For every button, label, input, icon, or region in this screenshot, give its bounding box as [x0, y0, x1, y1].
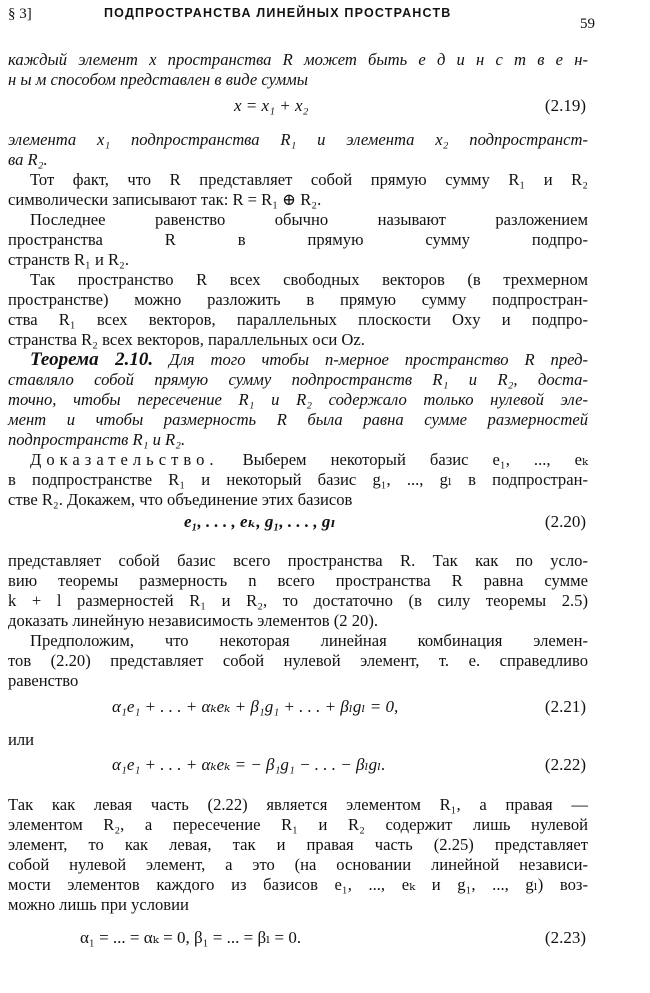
- equation-number: (2.20): [544, 512, 586, 531]
- equation-number: (2.21): [544, 697, 586, 716]
- text-line: Так пространство R всех свободных векторов (в трехмерном: [30, 270, 588, 289]
- text-line: ства R₁ всех векторов, параллельных плоскости Oxy и подпро-: [8, 310, 588, 329]
- equation-formula: e₁, . . . , eₖ, g₁, . . . , gₗ: [184, 512, 336, 531]
- equation-2-22: [0, 755, 590, 779]
- text-line: в подпространстве R₁ и некоторый базис g₁, ..., gₗ в подпростран-: [8, 470, 588, 489]
- text-line: странства R₂ всех векторов, параллельных оси Oz.: [8, 330, 365, 349]
- theorem-line: ставляло собой прямую сумму подпространств R₁ и R₂, доста-: [8, 370, 588, 389]
- running-title: ПОДПРОСТРАНСТВА ЛИНЕЙНЫХ ПРОСТРАНСТВ: [104, 6, 452, 20]
- text-line: элемента x₁ подпространства R₁ и элемента x₂ подпространст-: [8, 130, 588, 149]
- theorem-label: Теорема 2.10.: [30, 349, 154, 370]
- equation-formula: x = x₁ + x₂: [234, 96, 309, 115]
- equation-number: (2.19): [544, 96, 586, 115]
- theorem-line: [8, 350, 588, 370]
- theorem-text: Для того чтобы n-мерное пространство R пред-: [169, 350, 588, 369]
- text-line: можно лишь при условии: [8, 895, 189, 914]
- text-line: элементом R₂, а пересечение R₁ и R₂ содержит лишь нулевой: [8, 815, 588, 834]
- text-line: Последнее равенство обычно называют разложением: [30, 210, 588, 229]
- text-line: пространства R в прямую сумму подпро-: [8, 230, 588, 249]
- equation-number: (2.22): [544, 755, 586, 774]
- theorem-line: мент и чтобы размерность R была равна сумме размерностей: [8, 410, 588, 429]
- text-line: доказать линейную независимость элементов (2 20).: [8, 611, 379, 630]
- theorem-line: точно, чтобы пересечение R₁ и R₂ содержало только нулевой эле-: [8, 390, 588, 409]
- text-line: Так как левая часть (2.22) является элементом R₁, а правая —: [8, 795, 588, 814]
- proof-line: [8, 450, 588, 470]
- theorem-line: подпространств R₁ и R₂.: [8, 430, 186, 449]
- text-line: ва R₂.: [8, 150, 48, 169]
- text-line: Тот факт, что R представляет собой прямую сумму R₁ и R₂: [30, 170, 588, 189]
- running-header: [8, 6, 598, 30]
- text-line: символически записывают так: R = R₁ ⊕ R₂.: [8, 190, 322, 209]
- equation-number: (2.23): [544, 928, 586, 947]
- text-line: представляет собой базис всего пространства R. Так как по усло-: [8, 551, 588, 570]
- equation-2-21: [0, 697, 590, 721]
- section-marker: § 3]: [8, 6, 32, 22]
- equation-formula: α₁e₁ + . . . + αₖeₖ + β₁g₁ + . . . + βₗgₗ = 0,: [112, 697, 399, 716]
- equation-2-23: [0, 928, 590, 952]
- text-line: тов (2.20) представляет собой нулевой элемент, т. е. справедливо: [8, 651, 588, 670]
- text-line: вию теоремы размерность n всего пространства R равна сумме: [8, 571, 588, 590]
- text-line: каждый элемент x пространства R может быть е д и н с т в е н-: [8, 50, 588, 69]
- text-line: пространстве) можно разложить в прямую сумму подпростран-: [8, 290, 588, 309]
- text-line: Предположим, что некоторая линейная комбинация элемен-: [30, 631, 588, 650]
- text-line: элемент, то как левая, так и правая часть (2.25) представляет: [8, 835, 588, 854]
- text-line: k + l размерностей R₁ и R₂, то достаточно (в силу теоремы 2.5): [8, 591, 588, 610]
- text-line: стве R₂. Докажем, что объединение этих базисов: [8, 490, 353, 509]
- equation-2-19: [0, 96, 590, 120]
- equation-formula: α₁ = ... = αₖ = 0, β₁ = ... = βₗ = 0.: [80, 928, 302, 947]
- proof-text: Выберем некоторый базис e₁, ..., eₖ: [242, 450, 588, 469]
- equation-2-20: [0, 512, 590, 536]
- proof-label: Доказательство.: [30, 450, 219, 469]
- text-line: н ы м способом представлен в виде суммы: [8, 70, 308, 89]
- text-line: собой нулевой элемент, а это (на основании линейной независи-: [8, 855, 588, 874]
- text-line: мости элементов каждого из базисов e₁, ..., eₖ и g₁, ..., gₗ) воз-: [8, 875, 588, 894]
- text-line: или: [8, 730, 35, 749]
- equation-formula: α₁e₁ + . . . + αₖeₖ = − β₁g₁ − . . . − βₗgₗ.: [112, 755, 386, 774]
- text-line: странств R₁ и R₂.: [8, 250, 129, 269]
- page-number: 59: [580, 16, 595, 32]
- text-line: равенство: [8, 671, 79, 690]
